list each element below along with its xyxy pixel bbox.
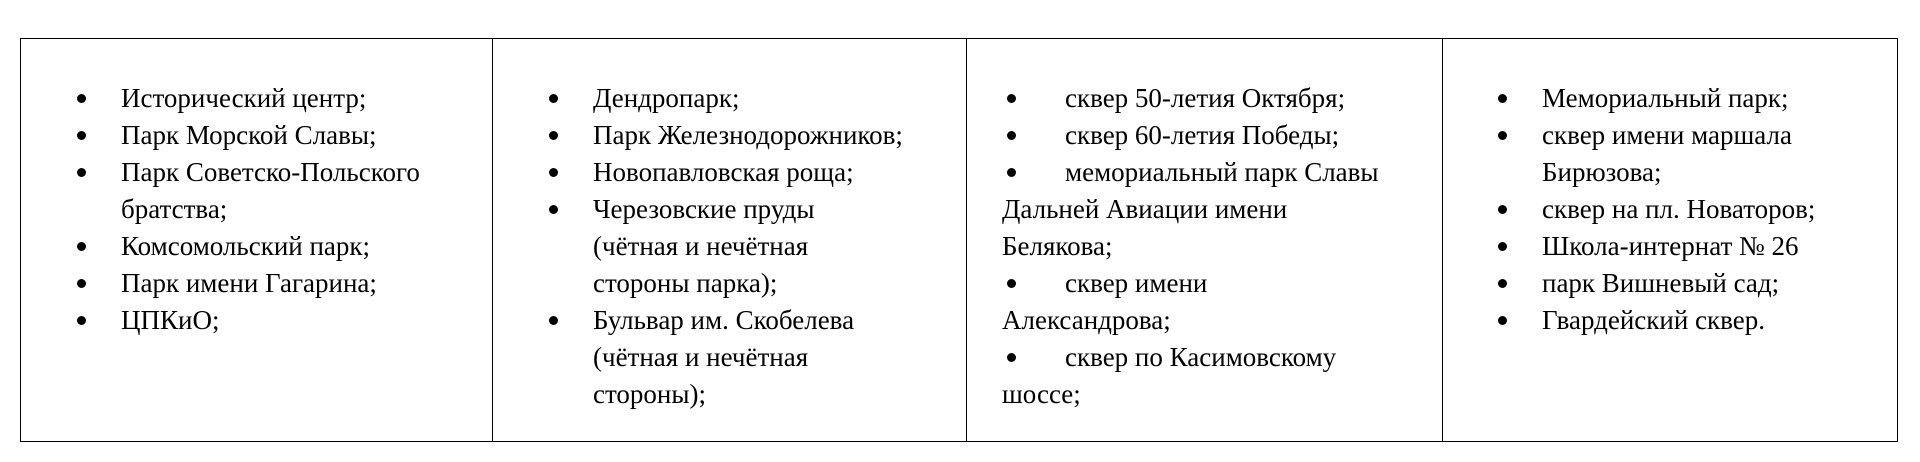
bullet-icon [1498, 316, 1507, 325]
list-item-text: Исторический центр; [121, 83, 367, 113]
list-item-text-continued: шоссе; [1002, 379, 1081, 409]
bullet-icon [549, 94, 558, 103]
bullet-icon [1498, 94, 1507, 103]
list-item-text-continued: Дальней Авиации имени [1002, 194, 1288, 224]
list-item-text-continued: Бирюзова; [1542, 157, 1662, 187]
list-item [121, 265, 420, 302]
list-item-text: Черезовские пруды [593, 194, 815, 224]
list-item [1002, 80, 1442, 117]
list-item-text: Дендропарк; [593, 83, 740, 113]
list-item-text: ЦПКиО; [121, 305, 220, 335]
list-item [121, 80, 420, 117]
list-item [1542, 191, 1815, 228]
bullet-icon [77, 316, 86, 325]
bullet-list [121, 80, 420, 339]
bullet-icon [1007, 131, 1016, 140]
list-item [1002, 339, 1442, 413]
list-item-text-continued: Александрова; [1002, 305, 1171, 335]
list-item-text: Парк Железнодорожников; [593, 120, 903, 150]
list-item [1542, 228, 1815, 265]
list-item-text: сквер по Касимовскому [1065, 342, 1337, 372]
list-item-text: сквер 60-летия Победы; [1065, 120, 1340, 150]
list-item-text-continued: (чётная и нечётная [593, 231, 809, 261]
list-item [1002, 154, 1442, 265]
parks-table [20, 38, 1898, 442]
bullet-list [593, 80, 903, 413]
list-item [593, 80, 903, 117]
list-item-text: Бульвар им. Скобелева [593, 305, 855, 335]
bullet-list [1542, 80, 1815, 339]
bullet-icon [549, 131, 558, 140]
list-item [593, 117, 903, 154]
list-item [1542, 117, 1815, 191]
list-item-text: Гвардейский сквер. [1542, 305, 1765, 335]
bullet-icon [549, 168, 558, 177]
list-item [1542, 80, 1815, 117]
bullet-icon [1007, 353, 1016, 362]
list-item-text: мемориальный парк Славы [1065, 157, 1379, 187]
list-item-text-continued: (чётная и нечётная [593, 342, 809, 372]
list-item [1542, 302, 1815, 339]
bullet-icon [77, 242, 86, 251]
list-item [121, 117, 420, 154]
bullet-icon [1007, 94, 1016, 103]
list-item [121, 302, 420, 339]
list-item [121, 228, 420, 265]
bullet-icon [1498, 131, 1507, 140]
list-item-text: сквер имени [1065, 268, 1208, 298]
list-item [121, 154, 420, 228]
list-item-text: Парк Морской Славы; [121, 120, 377, 150]
list-item-text: парк Вишневый сад; [1542, 268, 1780, 298]
list-item-text-continued: братства; [121, 194, 228, 224]
list-item [593, 154, 903, 191]
bullet-icon [77, 94, 86, 103]
list-item-text: сквер на пл. Новаторов; [1542, 194, 1816, 224]
list-item-text: сквер 50-летия Октября; [1065, 83, 1346, 113]
table-cell-column-1 [21, 39, 493, 441]
list-item [593, 191, 903, 302]
list-item [1002, 265, 1442, 339]
bullet-icon [77, 131, 86, 140]
list-item-text: Парк имени Гагарина; [121, 268, 377, 298]
bullet-icon [77, 168, 86, 177]
table-cell-column-3 [967, 39, 1443, 441]
table-cell-column-2 [493, 39, 967, 441]
list-item-text: Новопавловская роща; [593, 157, 854, 187]
list-item-text: Парк Советско-Польского [121, 157, 420, 187]
list-item-text-continued: стороны); [593, 379, 707, 409]
bullet-icon [549, 205, 558, 214]
list-item-text: Мемориальный парк; [1542, 83, 1789, 113]
bullet-icon [1498, 279, 1507, 288]
bullet-icon [77, 279, 86, 288]
list-item [593, 302, 903, 413]
list-item [1002, 117, 1442, 154]
list-item-text: Школа-интернат № 26 [1542, 231, 1799, 261]
bullet-icon [1498, 242, 1507, 251]
list-item-text-continued: стороны парка); [593, 268, 778, 298]
list-item-text: Комсомольский парк; [121, 231, 371, 261]
list-item-text-continued: Белякова; [1002, 231, 1113, 261]
list-item-text: сквер имени маршала [1542, 120, 1792, 150]
list-item [1542, 265, 1815, 302]
table-cell-column-4 [1443, 39, 1897, 441]
bullet-icon [1007, 168, 1016, 177]
bullet-icon [1007, 279, 1016, 288]
bullet-icon [1498, 205, 1507, 214]
bullet-icon [549, 316, 558, 325]
